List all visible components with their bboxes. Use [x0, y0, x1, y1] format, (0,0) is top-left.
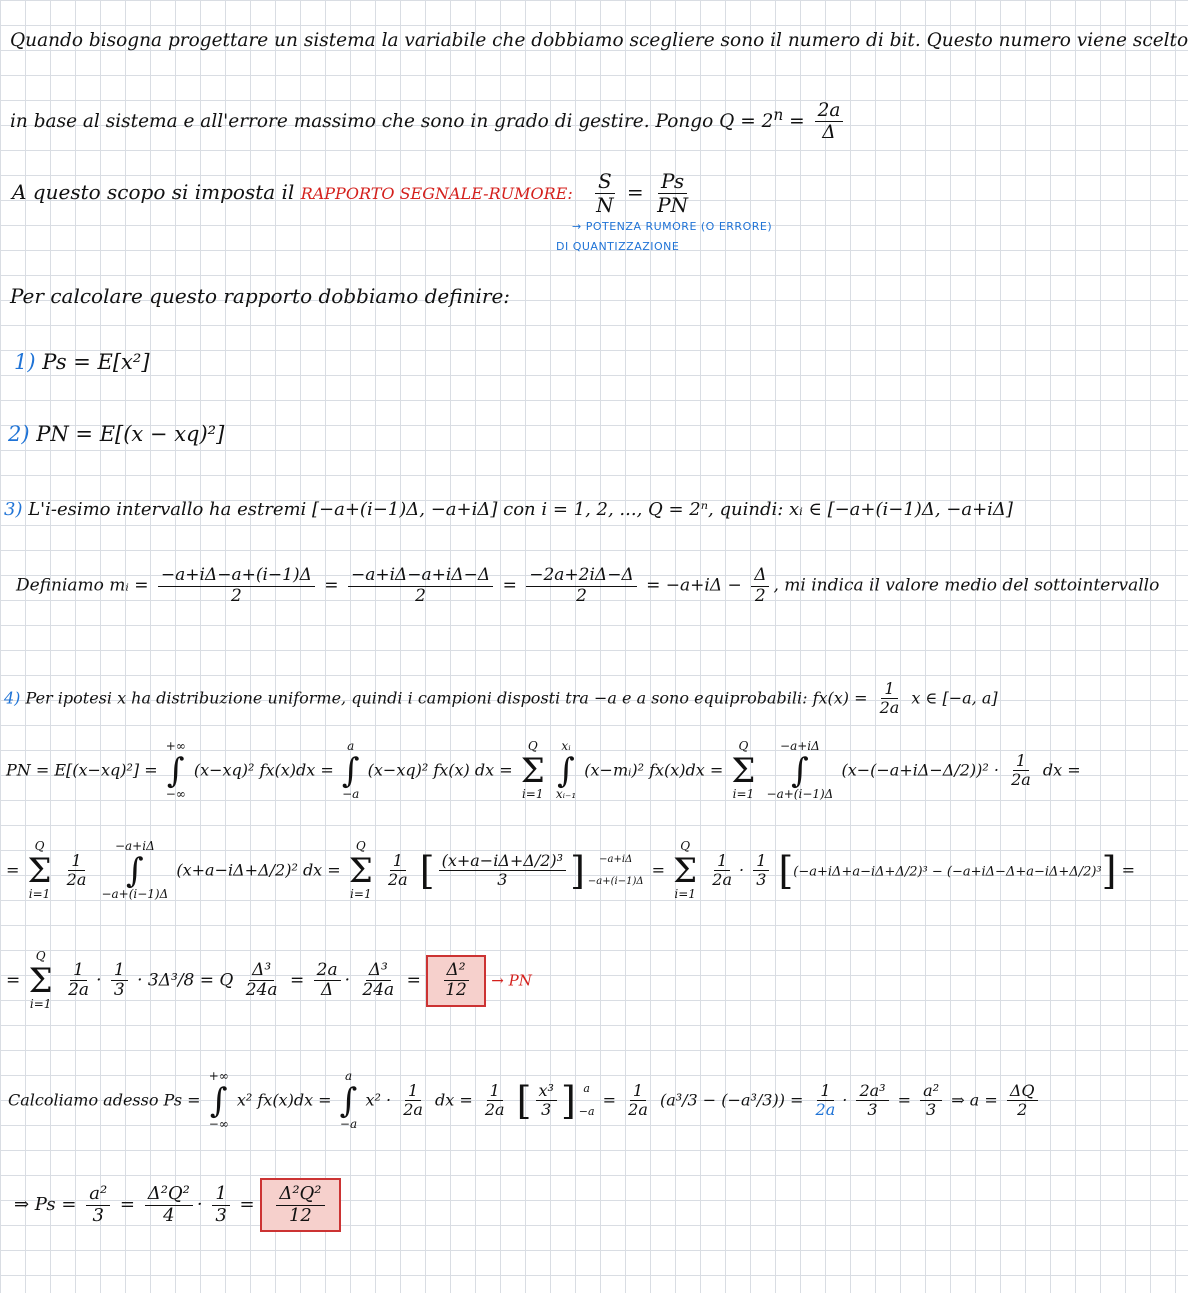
int-lower: −a — [339, 1116, 358, 1131]
item-3 — [4, 500, 1013, 521]
frac-den: 2 — [230, 585, 242, 606]
int-lower: −a — [342, 786, 360, 801]
q-definition: $Q = 2^n$ = — [719, 105, 805, 132]
mean-frac-3 — [526, 566, 637, 606]
pn-frac — [1008, 752, 1034, 790]
bracket-close: ] — [1101, 848, 1117, 893]
integral-icon: xᵢ ∫ xᵢ₋₁ — [555, 739, 577, 801]
define-line: Per calcolare questo rapporto dobbiamo definire: — [10, 284, 511, 308]
integral-icon: −a+iΔ ∫ −a+(i−1)Δ — [766, 739, 834, 801]
item-1-text: Ps = E[x²] — [42, 350, 150, 374]
q-eq: Q = 2 — [719, 110, 774, 132]
item-3-text: L'i-esimo intervallo ha estremi [−a+(i−1)Δ, −a+iΔ] con i = 1, 2, ..., Q = 2ⁿ, quindi: xᵢ ∈ [−a+(i−1)Δ, −a+iΔ] — [28, 499, 1013, 520]
frac-a — [86, 1184, 110, 1226]
int-body: (x−mᵢ)² fx(x)dx = — [584, 760, 724, 780]
int-body: (x−xq)² fx(x)dx = — [193, 760, 334, 780]
pn-row-3: = Q Σ i=1 $\frac{1}{2a}$ · $\frac{1}{3}$ · 3Δ³/8 = Q $\frac{\text{Δ³}}{24a}$ = $\frac{2a}{\Delta}$ · $\frac{\text{Δ³}}{24a}$ = $\frac{\text{Δ²}}{12}$ → PN — [6, 949, 532, 1011]
pn-lhs: PN = E[(x−xq)²] = — [6, 760, 158, 780]
pn-row-1 — [6, 740, 1081, 802]
mean-frac-2 — [348, 566, 493, 606]
eq-q: = Q — [199, 970, 234, 991]
frac-num: 1 — [405, 1082, 421, 1101]
frac-num: a² — [920, 1082, 942, 1101]
frac-num: Δ³ — [249, 961, 274, 982]
mean-line: Definiamo mᵢ = $\frac{-a+i\Delta-a+(i-1)\Delta}{2}$ = $\frac{-a+i\Delta-a+i\Delta-\Delta}{2}$ = $\frac{-2a+2i\Delta-\Delta}{2}$ = −a+iΔ − $\frac{\Delta}{2}$ , mi indica il valore medio del sottointervallo — [16, 565, 1160, 606]
snr-note-2: DI QUANTIZZAZIONE — [556, 240, 680, 253]
frac-den: 2a — [68, 980, 90, 1001]
sum-lower: i=1 — [28, 886, 51, 901]
frac-den: 2 — [1017, 1100, 1028, 1120]
int-body: x² · — [365, 1090, 392, 1110]
frac-den: 12 — [445, 980, 467, 1001]
item-2-marker: 2) — [8, 422, 30, 446]
item-2 — [8, 422, 224, 446]
integral-icon: −a+iΔ ∫ −a+(i−1)Δ — [101, 839, 169, 901]
frac-num: 1 — [70, 961, 87, 982]
frac-num: 2a — [815, 100, 844, 122]
int-upper: xᵢ — [561, 739, 571, 753]
int-upper: a — [347, 739, 355, 753]
integral-icon: +∞ ∫ −∞ — [165, 739, 186, 801]
boxed-frac — [442, 961, 470, 1001]
q-exp: n — [773, 105, 784, 124]
frac-den: 2a — [712, 870, 733, 890]
int-body: (x−(−a+iΔ−Δ/2))² · — [841, 760, 999, 780]
paren-expr: (a³/3 − (−a³/3)) = — [659, 1090, 804, 1110]
frac-num: 2a³ — [856, 1082, 888, 1101]
row-lead: = — [6, 970, 21, 991]
snr-label: RAPPORTO SEGNALE-RUMORE: — [300, 184, 573, 203]
frac-den: 4 — [163, 1204, 175, 1226]
sum-lower: i=1 — [350, 886, 372, 901]
frac-num: (x+a−iΔ+Δ/2)³ — [439, 852, 566, 871]
frac-den: 3 — [756, 870, 767, 890]
frac-den: 3 — [497, 870, 508, 890]
int-upper: +∞ — [165, 739, 186, 753]
frac-num: 1 — [1013, 752, 1029, 771]
int-lower: −a+(i−1)Δ — [101, 886, 169, 901]
frac-num: 1 — [881, 680, 897, 699]
pn: PN — [657, 193, 689, 217]
implies: ⇒ a = — [951, 1090, 998, 1110]
eval-lower: −a — [578, 1104, 595, 1118]
boxed-frac — [276, 1184, 324, 1226]
hyp-marker: 4) — [4, 688, 21, 708]
sum-lower: i=1 — [674, 886, 696, 901]
final-row: ⇒ Ps = $\frac{\text{a²}}{3}$ = $\frac{\text{Δ²Q²}}{4}$ · $\frac{1}{3}$ = $\frac{\text{Δ²Q²}}{12}$ — [14, 1178, 341, 1232]
int-lower: −∞ — [165, 786, 186, 801]
sum-upper: Q — [738, 739, 749, 753]
frac-den: 24a — [245, 980, 278, 1001]
frac-o — [1007, 1082, 1038, 1120]
frac-num: ΔQ — [1007, 1082, 1038, 1101]
frac-num: 1 — [753, 852, 769, 871]
hyp-frac — [877, 680, 903, 718]
snr-line: A questo scopo si imposta il RAPPORTO SEGNALE-RUMORE: $\frac{S}{N}$ = $\frac{Ps}{PN}$ — [12, 170, 695, 217]
frac-den: 3 — [867, 1100, 878, 1120]
sum-lower: i=1 — [29, 996, 52, 1011]
frac-d — [243, 961, 281, 1001]
bracket-frac — [439, 852, 566, 890]
frac-den: 3 — [92, 1204, 104, 1226]
frac-num: Δ³ — [366, 961, 391, 982]
ps: Ps — [658, 170, 687, 194]
row-lead: ⇒ Ps = — [14, 1194, 77, 1216]
ps-row: Calcoliamo adesso Ps = +∞ ∫ −∞ x² fx(x)dx = a ∫ −a x² · $\frac{1}{2a}$ dx = $\frac{1}{2a}$ [ $\frac{\text{x³}}{3}$ ] a −a = $\frac{1}{2a}$ (a³/3 − (−a³/3)) = $\frac{1}{2a}$ · $\frac{\text{2a³}}{3}$ = $\frac{\text{a²}}{3}$ ⇒ a = $\frac{\Delta Q}{2}$ — [8, 1070, 1042, 1132]
sum-icon: Q Σ i=1 — [731, 739, 756, 801]
frac-num: a² — [86, 1184, 110, 1206]
snr-text: A questo scopo si imposta il — [12, 180, 295, 204]
eval-upper: −a+iΔ — [599, 854, 633, 866]
hypothesis-line — [4, 680, 998, 718]
row-lead: = — [6, 860, 20, 880]
item-3-marker: 3) — [4, 499, 23, 520]
n: N — [596, 193, 614, 217]
int-upper: a — [344, 1069, 353, 1083]
row-end: = — [1121, 860, 1135, 880]
frac-den: 3 — [215, 1204, 227, 1226]
c-text: · 3Δ³/8 — [137, 970, 195, 991]
pn-row-2: = Q Σ i=1 $\frac{1}{2a}$ −a+iΔ ∫ −a+(i−1)Δ (x+a−iΔ+Δ/2)² dx = Q Σ i=1 $\frac{1}{2a}$ [ $\frac{\text{(x+a−iΔ+Δ/2)³}}{3}$ ] −a+iΔ −a+(i−1)Δ = Q Σ i=1 $\frac{1}{2a}$ · $\frac{1}{3}$ [(−a+iΔ+a−iΔ+Δ/2)³ − (−a+iΔ−Δ+a−iΔ+Δ/2)³] = — [6, 839, 1135, 901]
frac-den: 2a — [66, 870, 87, 890]
bracket-open: [ — [516, 1078, 532, 1123]
frac-num: 1 — [714, 852, 730, 871]
frac-a — [65, 961, 92, 1001]
snr-note-1: → POTENZA RUMORE (O ERRORE) — [572, 220, 773, 233]
int-upper: −a+iΔ — [114, 839, 155, 853]
row-lead: Calcoliamo adesso Ps = — [8, 1090, 201, 1110]
sum-icon: Q Σ i=1 — [348, 839, 373, 901]
s: S — [595, 170, 615, 194]
eq: = — [602, 1090, 617, 1110]
frac-n — [920, 1082, 942, 1120]
sum-icon: Q Σ i=1 — [520, 739, 545, 801]
frac-num: Δ — [751, 566, 769, 587]
frac-e — [314, 961, 341, 1001]
frac-num: −a+iΔ−a+iΔ−Δ — [348, 566, 493, 587]
bracket-close: ] — [560, 1078, 576, 1123]
frac-den: 2a — [815, 1100, 836, 1120]
bracket-frac — [536, 1082, 557, 1120]
sum-icon: Q Σ i=1 — [27, 839, 52, 901]
item-2-text: PN = E[(x − xq)²] — [36, 422, 225, 446]
frac-num: 1 — [817, 1082, 833, 1101]
frac-f — [359, 961, 397, 1001]
bracket-close: ] — [570, 848, 585, 893]
frac-num: 1 — [212, 1184, 229, 1206]
s-over-n — [593, 170, 617, 217]
frac-den: 2 — [576, 585, 587, 606]
bracket-open: [ — [778, 848, 794, 893]
intro-line-2 — [10, 100, 847, 144]
frac-c — [212, 1184, 229, 1226]
frac-b — [385, 852, 411, 890]
mean-frac-1 — [158, 566, 315, 606]
frac-num: 1 — [111, 961, 128, 982]
mean-frac-4 — [751, 566, 769, 606]
ps-result-box — [260, 1178, 340, 1232]
frac-den: 2a — [484, 1100, 505, 1120]
frac-num: 1 — [68, 852, 84, 871]
frac-den: 2a — [879, 698, 900, 718]
eval-limits — [588, 854, 644, 887]
intro-line-1: Quando bisogna progettare un sistema la variabile che dobbiamo scegliere sono il numero di bit. Questo numero viene scelto — [10, 30, 1188, 51]
int-lower: −a+(i−1)Δ — [766, 786, 834, 801]
integral-icon: +∞ ∫ −∞ — [208, 1069, 229, 1131]
int-body: x² fx(x)dx = — [236, 1090, 332, 1110]
mean-result: = −a+iΔ − — [646, 575, 742, 596]
pn-arrow: → PN — [491, 971, 532, 990]
frac-den: 2a — [387, 870, 408, 890]
hyp-text: Per ipotesi x ha distribuzione uniforme, quindi i campioni disposti tra −a e a sono equiprobabili: fx(x) = — [25, 688, 868, 708]
frac-b — [111, 961, 128, 1001]
sum-upper: Q — [680, 839, 691, 853]
eval-lower: −a+(i−1)Δ — [587, 875, 644, 887]
eval-upper: a — [583, 1082, 590, 1096]
frac-k — [625, 1082, 651, 1120]
two-a-over-delta — [815, 100, 844, 144]
frac-den: 3 — [541, 1100, 552, 1120]
frac-den: 12 — [288, 1204, 312, 1226]
int-body: (x−xq)² fx(x) dx = — [367, 760, 513, 780]
frac-den: Δ — [320, 980, 334, 1001]
frac-den: 24a — [362, 980, 395, 1001]
frac-g — [400, 1082, 426, 1120]
sum-upper: Q — [527, 739, 538, 753]
hyp-tail: x ∈ [−a, a] — [911, 688, 998, 708]
frac-den: Δ — [822, 122, 836, 144]
frac-num: x³ — [536, 1082, 557, 1101]
frac-a — [64, 852, 90, 890]
frac-num: Δ² — [444, 961, 469, 982]
frac-num: 1 — [487, 1082, 503, 1101]
frac-den: 2a — [403, 1100, 423, 1120]
bracket-body: (−a+iΔ+a−iΔ+Δ/2)³ − (−a+iΔ−Δ+a−iΔ+Δ/2)³ — [793, 864, 1102, 880]
sum-lower: i=1 — [521, 786, 544, 801]
frac-den: 3 — [113, 980, 125, 1001]
mean-tail: , mi indica il valore medio del sottointervallo — [773, 575, 1160, 596]
frac-num: −2a+2iΔ−Δ — [526, 566, 637, 587]
int-upper: −a+iΔ — [780, 739, 820, 753]
frac-den: 2 — [754, 585, 766, 606]
integral-icon: a ∫ −a — [339, 1069, 358, 1131]
sum-upper: Q — [35, 949, 46, 963]
bracket-open: [ — [419, 848, 435, 893]
frac-num: 1 — [630, 1082, 646, 1101]
pn-result-box — [426, 955, 486, 1007]
frac-num: 1 — [390, 852, 406, 871]
frac-d — [753, 852, 769, 890]
frac-den: 2 — [415, 585, 426, 606]
int-lower: xᵢ₋₁ — [555, 786, 577, 801]
eval-limits — [579, 1083, 595, 1118]
row-end: dx = — [1042, 760, 1081, 780]
sum-icon: Q Σ i=1 — [28, 949, 53, 1011]
int-upper: +∞ — [208, 1069, 229, 1083]
frac-den: 2a — [1011, 770, 1031, 790]
integral-icon: a ∫ −a — [341, 739, 360, 801]
frac-den: 2a — [628, 1100, 648, 1120]
frac-num: Δ²Q² — [145, 1184, 193, 1206]
sum-upper: Q — [355, 839, 366, 853]
mean-lead: Definiamo mᵢ = — [16, 575, 149, 596]
frac-m — [856, 1082, 888, 1120]
ps-over-pn — [654, 170, 691, 217]
item-1 — [14, 350, 150, 374]
frac-c — [709, 852, 735, 890]
frac-den: 3 — [926, 1100, 937, 1120]
dx: dx = — [435, 1090, 473, 1110]
sum-lower: i=1 — [732, 786, 755, 801]
sum-icon: Q Σ i=1 — [673, 839, 698, 901]
frac-h — [482, 1082, 508, 1120]
frac-num: 2a — [314, 961, 341, 982]
int-body: (x+a−iΔ+Δ/2)² dx = — [176, 860, 341, 880]
frac-num: −a+iΔ−a+(i−1)Δ — [158, 566, 315, 587]
int-lower: −∞ — [208, 1116, 229, 1131]
frac-l — [813, 1082, 839, 1120]
sum-upper: Q — [34, 839, 45, 853]
frac-num: Δ²Q² — [276, 1184, 324, 1206]
intro-line-2-text: in base al sistema e all'errore massimo che sono in grado di gestire. Pongo — [10, 110, 714, 132]
item-1-marker: 1) — [14, 350, 36, 374]
frac-b — [145, 1184, 193, 1226]
